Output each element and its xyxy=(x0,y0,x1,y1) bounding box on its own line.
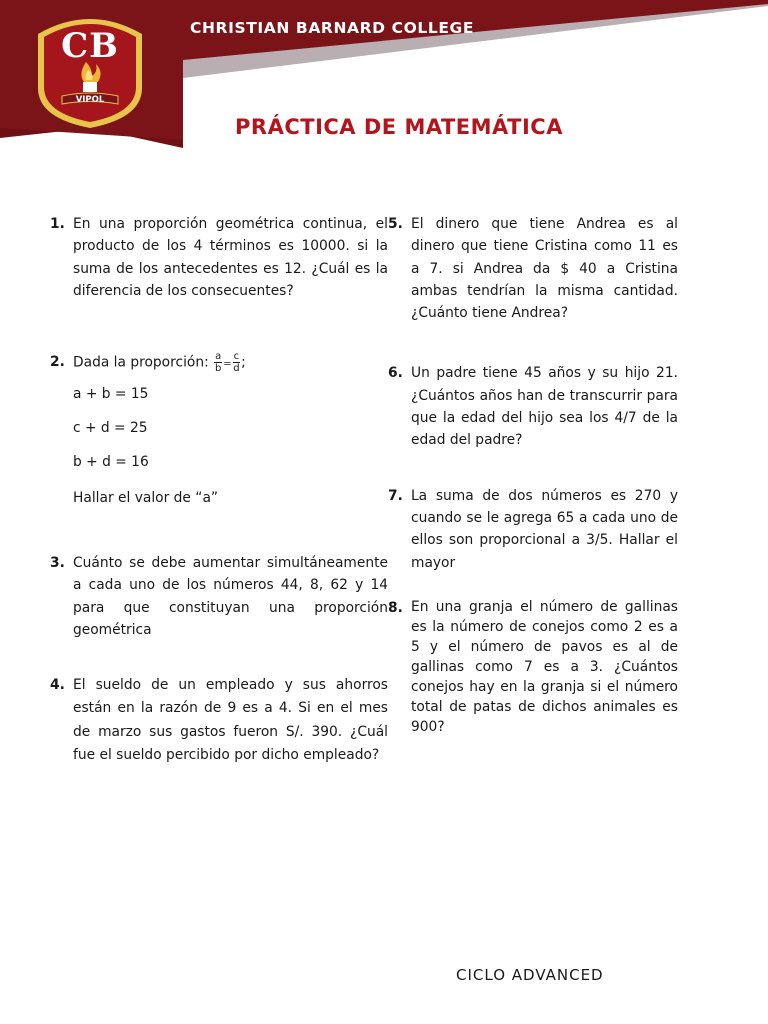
problem-text: En una proporción geométrica continua, el producto de los 4 términos es 10000. si la suma de los antecedentes es 12. ¿Cuál es la diferencia de los consecuentes? xyxy=(73,216,388,299)
problem-intro-text: Dada la proporción: xyxy=(73,354,209,371)
problem-text: En una granja el número de gallinas es la número de conejos como 2 es a 5 y el número de pavos es al de gallinas como 7 es a 3. ¿Cuántos conejos hay en la granja si el número total de patas de dichos animales es 900? xyxy=(411,598,678,736)
problem-2 xyxy=(50,351,388,509)
problem-number: 8. xyxy=(388,599,403,616)
problem-4 xyxy=(50,674,388,767)
fraction-end: ; xyxy=(241,354,246,371)
problem-text: Cuánto se debe aumentar simultáneamente a cada uno de los números 44, 8, 62 y 14 para que constituyan una proporción geométrica xyxy=(73,554,388,638)
problem-intro xyxy=(73,351,388,376)
page-title: PRÁCTICA DE MATEMÁTICA xyxy=(235,115,563,139)
equation-line: a + b = 15 xyxy=(73,385,149,402)
problem-text: Un padre tiene 45 años y su hijo 21. ¿Cuántos años han de transcurrir para que la edad del hijo sea los 4/7 de la edad del padre? xyxy=(411,365,678,449)
problem-8 xyxy=(388,597,678,738)
problem-number: 7. xyxy=(388,487,403,504)
crest-letters: CB xyxy=(61,26,119,66)
problem-7 xyxy=(388,485,678,574)
crest-motto: VIPOL xyxy=(75,95,105,105)
problem-number: 6. xyxy=(388,365,403,382)
school-name: CHRISTIAN BARNARD COLLEGE xyxy=(190,19,475,37)
problem-number: 2. xyxy=(50,354,65,371)
problem-question: Hallar el valor de “a” xyxy=(73,489,219,506)
problem-text: El sueldo de un empleado y sus ahorros están en la razón de 9 es a 4. Si en el mes de marzo sus gastos fueron S/. 390. ¿Cuál fue el sueldo percibido por dicho empleado? xyxy=(73,677,388,763)
problems-left-column xyxy=(50,213,388,767)
problem-3 xyxy=(50,552,388,641)
fraction-a-over-b: $\frac{a}{b}$ xyxy=(215,351,222,375)
fraction-c-over-d: $\frac{c}{d}$ xyxy=(233,351,240,375)
equals-sign: = xyxy=(223,358,232,370)
problem-number: 5. xyxy=(388,216,403,232)
problems-right-column xyxy=(388,213,678,738)
problem-6 xyxy=(388,362,678,451)
problem-number: 1. xyxy=(50,216,65,232)
problem-number: 4. xyxy=(50,677,65,694)
problem-number: 3. xyxy=(50,554,65,571)
equation-line: c + d = 25 xyxy=(73,419,148,436)
problem-5 xyxy=(388,213,678,324)
equation-line: b + d = 16 xyxy=(73,453,149,470)
footer-cycle-label: CICLO ADVANCED xyxy=(456,966,604,984)
problem-1 xyxy=(50,213,388,302)
problem-text: La suma de dos números es 270 y cuando se le agrega 65 a cada uno de ellos son proporcional a 3/5. Hallar el mayor xyxy=(411,487,678,571)
problem-text: El dinero que tiene Andrea es al dinero que tiene Cristina como 11 es a 7. si Andrea da $ 40 a Cristina ambas tendrían la misma cantidad. ¿Cuánto tiene Andrea? xyxy=(411,216,678,322)
